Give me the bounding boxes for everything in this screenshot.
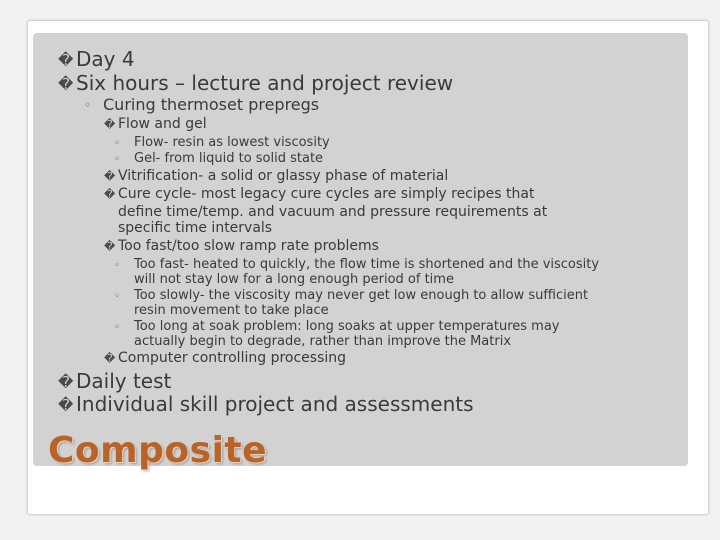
bullet-day4 <box>58 47 135 71</box>
bullet-text: Vitrification- a solid or glassy phase of material <box>118 168 449 184</box>
bullet-ramp-rate <box>104 238 379 254</box>
bullet-marker: ◦ <box>114 322 120 333</box>
bullet-curing <box>84 95 319 114</box>
bullet-marker: ◦ <box>84 98 92 112</box>
bullet-marker: � <box>104 352 116 365</box>
bullet-marker: ◦ <box>114 260 120 271</box>
bullet-text: Cure cycle- most legacy cure cycles are simply recipes that <box>118 186 535 202</box>
bullet-text: Too long at soak problem: long soaks at upper temperatures may <box>134 319 560 334</box>
bullet-text: will not stay low for a long enough period of time <box>134 272 454 287</box>
bullet-gel <box>114 151 323 166</box>
bullet-text: Too slowly- the viscosity may never get low enough to allow sufficient <box>134 288 589 303</box>
bullet-text: specific time intervals <box>118 220 273 236</box>
bullet-marker: � <box>104 118 116 131</box>
bullet-text: Six hours – lecture and project review <box>76 71 454 95</box>
bullet-flow-gel <box>104 116 207 132</box>
bullet-marker: � <box>104 170 116 183</box>
bullet-too-fast <box>114 257 599 272</box>
bullet-cure-cycle-cont <box>118 204 547 220</box>
bullet-text: Daily test <box>76 369 172 393</box>
bullet-marker: � <box>58 396 74 414</box>
bullet-marker: ◦ <box>114 291 120 302</box>
bullet-too-slowly <box>114 288 588 303</box>
bullet-text: Flow and gel <box>118 116 207 132</box>
bullet-text: Too fast/too slow ramp rate problems <box>118 238 379 254</box>
bullet-too-long-cont <box>134 334 511 349</box>
bullet-six-hours <box>58 71 453 95</box>
bullet-cure-cycle-cont2 <box>118 220 272 236</box>
bullet-text: Individual skill project and assessments <box>76 392 474 416</box>
bullet-text: Day 4 <box>76 47 135 71</box>
bullet-text: actually begin to degrade, rather than improve the Matrix <box>134 334 512 349</box>
slide-title: Composite <box>48 430 268 471</box>
bullet-marker: � <box>58 51 74 69</box>
bullet-computer <box>104 350 346 366</box>
bullet-marker: � <box>104 240 116 253</box>
bullet-marker: ◦ <box>114 154 120 165</box>
bullet-marker: � <box>58 75 74 93</box>
bullet-daily-test <box>58 369 171 393</box>
bullet-cure-cycle <box>104 186 534 202</box>
bullet-text: Curing thermoset prepregs <box>103 95 320 114</box>
bullet-too-long <box>114 319 559 334</box>
bullet-vitrification <box>104 168 448 184</box>
bullet-text: Computer controlling processing <box>118 350 347 366</box>
bullet-too-fast-cont <box>134 272 454 287</box>
bullet-text: Gel- from liquid to solid state <box>134 151 324 166</box>
bullet-text: Too fast- heated to quickly, the flow time is shortened and the viscosity <box>134 257 600 272</box>
bullet-flow <box>114 135 330 150</box>
bullet-too-slowly-cont <box>134 303 329 318</box>
bullet-text: resin movement to take place <box>134 303 329 318</box>
bullet-marker: ◦ <box>114 138 120 149</box>
bullet-text: define time/temp. and vacuum and pressure requirements at <box>118 204 548 220</box>
bullet-individual-skill <box>58 392 474 416</box>
bullet-marker: � <box>104 188 116 201</box>
bullet-text: Flow- resin as lowest viscosity <box>134 135 330 150</box>
bullet-marker: � <box>58 373 74 391</box>
